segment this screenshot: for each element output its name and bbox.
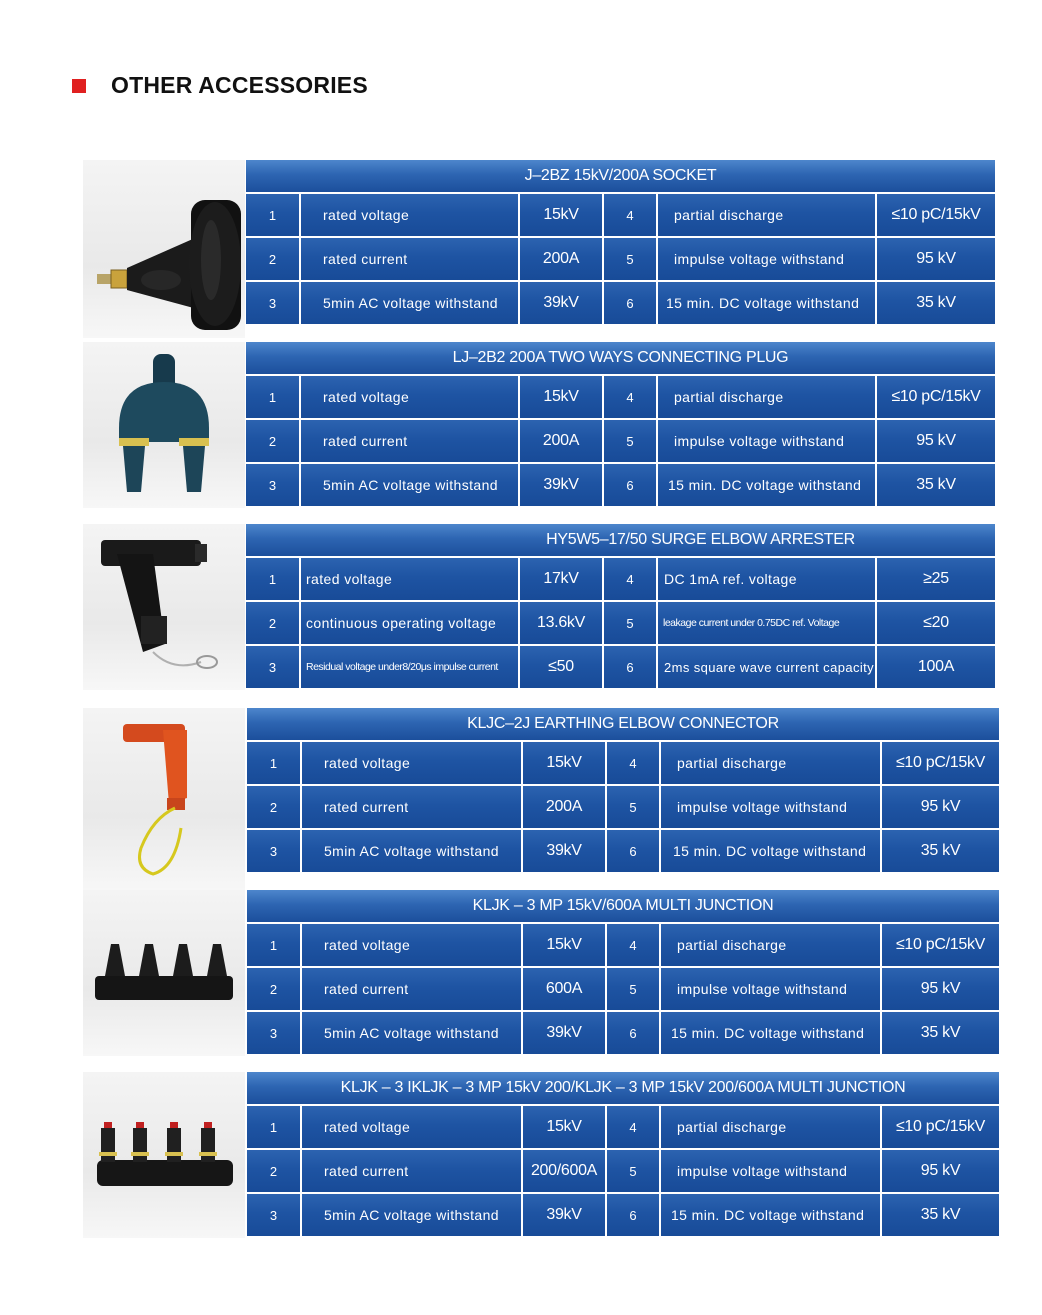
spec-value: 17kV bbox=[520, 558, 604, 600]
section-heading bbox=[72, 72, 368, 99]
elbow-arrester-image bbox=[83, 524, 245, 690]
spec-label: partial discharge bbox=[661, 1106, 882, 1148]
spec-label: 15 min. DC voltage withstand bbox=[658, 282, 877, 324]
spec-value: 200A bbox=[520, 238, 604, 280]
row-number: 3 bbox=[246, 464, 301, 506]
spec-value: ≤20 bbox=[877, 602, 995, 644]
spec-label: rated current bbox=[302, 786, 523, 828]
table-row bbox=[246, 558, 995, 600]
spec-value: 95 kV bbox=[877, 420, 995, 462]
product-block bbox=[83, 160, 995, 327]
spec-value: 35 kV bbox=[882, 830, 999, 872]
spec-label: rated voltage bbox=[301, 558, 520, 600]
spec-value: 100A bbox=[877, 646, 995, 688]
spec-label: rated voltage bbox=[301, 376, 520, 418]
spec-label: DC 1mA ref. voltage bbox=[658, 558, 877, 600]
row-number: 2 bbox=[247, 1150, 302, 1192]
row-number: 6 bbox=[607, 1194, 661, 1236]
row-number: 1 bbox=[247, 1106, 302, 1148]
row-number: 5 bbox=[604, 602, 658, 644]
spec-label: 5min AC voltage withstand bbox=[302, 1194, 523, 1236]
spec-value: 35 kV bbox=[882, 1194, 999, 1236]
row-number: 4 bbox=[607, 1106, 661, 1148]
product-block bbox=[83, 1072, 999, 1238]
row-number: 3 bbox=[247, 830, 302, 872]
spec-value: 15kV bbox=[520, 376, 604, 418]
spec-label: 2ms square wave current capacity bbox=[658, 646, 877, 688]
product-title: KLJK – 3 MP 15kV/600A MULTI JUNCTION bbox=[247, 890, 999, 924]
row-number: 5 bbox=[607, 1150, 661, 1192]
product-title: HY5W5–17/50 SURGE ELBOW ARRESTER bbox=[246, 524, 995, 558]
spec-value: 35 kV bbox=[877, 464, 995, 506]
row-number: 5 bbox=[607, 786, 661, 828]
connecting-plug-image bbox=[83, 342, 245, 508]
spec-label: rated current bbox=[301, 238, 520, 280]
spec-value: ≤10 pC/15kV bbox=[877, 376, 995, 418]
table-row bbox=[247, 1150, 999, 1192]
spec-table bbox=[247, 1106, 999, 1238]
spec-label: rated voltage bbox=[302, 742, 523, 784]
table-row bbox=[247, 1106, 999, 1148]
spec-label: impulse voltage withstand bbox=[661, 786, 882, 828]
spec-value: 35 kV bbox=[882, 1012, 999, 1054]
spec-value: 95 kV bbox=[882, 1150, 999, 1192]
spec-value: 13.6kV bbox=[520, 602, 604, 644]
spec-label: partial discharge bbox=[661, 742, 882, 784]
row-number: 3 bbox=[246, 282, 301, 324]
table-row bbox=[247, 742, 999, 784]
spec-label: 15 min. DC voltage withstand bbox=[658, 464, 877, 506]
table-row bbox=[247, 1012, 999, 1054]
spec-label: 5min AC voltage withstand bbox=[301, 282, 520, 324]
spec-label: 15 min. DC voltage withstand bbox=[661, 1012, 882, 1054]
spec-value: 15kV bbox=[523, 742, 607, 784]
spec-label: impulse voltage withstand bbox=[661, 968, 882, 1010]
table-row bbox=[247, 830, 999, 872]
spec-value: ≤50 bbox=[520, 646, 604, 688]
product-block bbox=[83, 342, 995, 508]
row-number: 1 bbox=[246, 376, 301, 418]
spec-value: 600A bbox=[523, 968, 607, 1010]
spec-value: ≥25 bbox=[877, 558, 995, 600]
table-row bbox=[246, 602, 995, 644]
spec-value: 39kV bbox=[523, 1194, 607, 1236]
row-number: 1 bbox=[247, 924, 302, 966]
row-number: 6 bbox=[604, 646, 658, 688]
spec-label: 15 min. DC voltage withstand bbox=[661, 830, 882, 872]
spec-value: 95 kV bbox=[882, 968, 999, 1010]
row-number: 2 bbox=[247, 786, 302, 828]
spec-label: partial discharge bbox=[661, 924, 882, 966]
product-block bbox=[83, 890, 999, 1056]
spec-value: 15kV bbox=[523, 924, 607, 966]
row-number: 3 bbox=[246, 646, 301, 688]
row-number: 1 bbox=[246, 558, 301, 600]
spec-label: rated voltage bbox=[301, 194, 520, 236]
spec-value: 15kV bbox=[523, 1106, 607, 1148]
spec-label: 5min AC voltage withstand bbox=[302, 830, 523, 872]
row-number: 4 bbox=[604, 558, 658, 600]
spec-label: rated voltage bbox=[302, 924, 523, 966]
spec-label: partial discharge bbox=[658, 376, 877, 418]
spec-table bbox=[247, 924, 999, 1056]
spec-label: impulse voltage withstand bbox=[658, 238, 877, 280]
row-number: 4 bbox=[607, 924, 661, 966]
earthing-connector-image bbox=[83, 708, 245, 890]
product-block bbox=[83, 524, 995, 690]
table-row bbox=[246, 194, 995, 236]
table-row bbox=[246, 646, 995, 688]
spec-label: 15 min. DC voltage withstand bbox=[661, 1194, 882, 1236]
product-title: J–2BZ 15kV/200A SOCKET bbox=[246, 160, 995, 194]
red-square-icon bbox=[72, 79, 86, 93]
row-number: 4 bbox=[607, 742, 661, 784]
spec-value: 39kV bbox=[523, 830, 607, 872]
row-number: 6 bbox=[607, 1012, 661, 1054]
table-row bbox=[246, 282, 995, 324]
row-number: 2 bbox=[246, 420, 301, 462]
row-number: 4 bbox=[604, 194, 658, 236]
row-number: 3 bbox=[247, 1194, 302, 1236]
table-row bbox=[246, 238, 995, 280]
section-title: OTHER ACCESSORIES bbox=[111, 72, 368, 98]
spec-label: leakage current under 0.75DC ref. Voltage bbox=[658, 602, 877, 644]
row-number: 1 bbox=[247, 742, 302, 784]
spec-label: rated current bbox=[301, 420, 520, 462]
product-title: KLJK – 3 IKLJK – 3 MP 15kV 200/KLJK – 3 MP 15kV 200/600A MULTI JUNCTION bbox=[247, 1072, 999, 1106]
spec-value: 39kV bbox=[520, 464, 604, 506]
spec-value: 95 kV bbox=[877, 238, 995, 280]
row-number: 4 bbox=[604, 376, 658, 418]
table-row bbox=[247, 968, 999, 1010]
row-number: 5 bbox=[607, 968, 661, 1010]
row-number: 6 bbox=[607, 830, 661, 872]
table-row bbox=[247, 924, 999, 966]
spec-value: 15kV bbox=[520, 194, 604, 236]
row-number: 3 bbox=[247, 1012, 302, 1054]
multi-junction-image bbox=[83, 890, 245, 1056]
row-number: 2 bbox=[247, 968, 302, 1010]
spec-value: ≤10 pC/15kV bbox=[882, 924, 999, 966]
table-row bbox=[247, 1194, 999, 1236]
multi-junction-2-image bbox=[83, 1072, 245, 1238]
row-number: 5 bbox=[604, 420, 658, 462]
spec-label: impulse voltage withstand bbox=[661, 1150, 882, 1192]
spec-value: 200/600A bbox=[523, 1150, 607, 1192]
spec-value: 35 kV bbox=[877, 282, 995, 324]
spec-table bbox=[247, 742, 999, 875]
product-title: LJ–2B2 200A TWO WAYS CONNECTING PLUG bbox=[246, 342, 995, 376]
spec-value: 95 kV bbox=[882, 786, 999, 828]
spec-label: impulse voltage withstand bbox=[658, 420, 877, 462]
spec-table bbox=[246, 376, 995, 508]
table-row bbox=[246, 464, 995, 506]
row-number: 6 bbox=[604, 282, 658, 324]
spec-table bbox=[246, 558, 995, 690]
spec-label: 5min AC voltage withstand bbox=[302, 1012, 523, 1054]
spec-value: 39kV bbox=[520, 282, 604, 324]
row-number: 2 bbox=[246, 238, 301, 280]
spec-value: 200A bbox=[520, 420, 604, 462]
spec-value: 200A bbox=[523, 786, 607, 828]
spec-table bbox=[246, 194, 995, 327]
table-row bbox=[247, 786, 999, 828]
row-number: 5 bbox=[604, 238, 658, 280]
table-row bbox=[246, 376, 995, 418]
row-number: 6 bbox=[604, 464, 658, 506]
spec-label: partial discharge bbox=[658, 194, 877, 236]
spec-label: rated voltage bbox=[302, 1106, 523, 1148]
row-number: 2 bbox=[246, 602, 301, 644]
spec-label: continuous operating voltage bbox=[301, 602, 520, 644]
spec-label: rated current bbox=[302, 968, 523, 1010]
spec-label: 5min AC voltage withstand bbox=[301, 464, 520, 506]
spec-label: rated current bbox=[302, 1150, 523, 1192]
product-title: KLJC–2J EARTHING ELBOW CONNECTOR bbox=[247, 708, 999, 742]
table-row bbox=[246, 420, 995, 462]
product-block bbox=[83, 708, 999, 875]
row-number: 1 bbox=[246, 194, 301, 236]
spec-value: ≤10 pC/15kV bbox=[882, 742, 999, 784]
socket-image bbox=[83, 160, 245, 338]
spec-value: 39kV bbox=[523, 1012, 607, 1054]
spec-value: ≤10 pC/15kV bbox=[877, 194, 995, 236]
spec-value: ≤10 pC/15kV bbox=[882, 1106, 999, 1148]
spec-label: Residual voltage under8/20μs impulse current bbox=[301, 646, 520, 688]
